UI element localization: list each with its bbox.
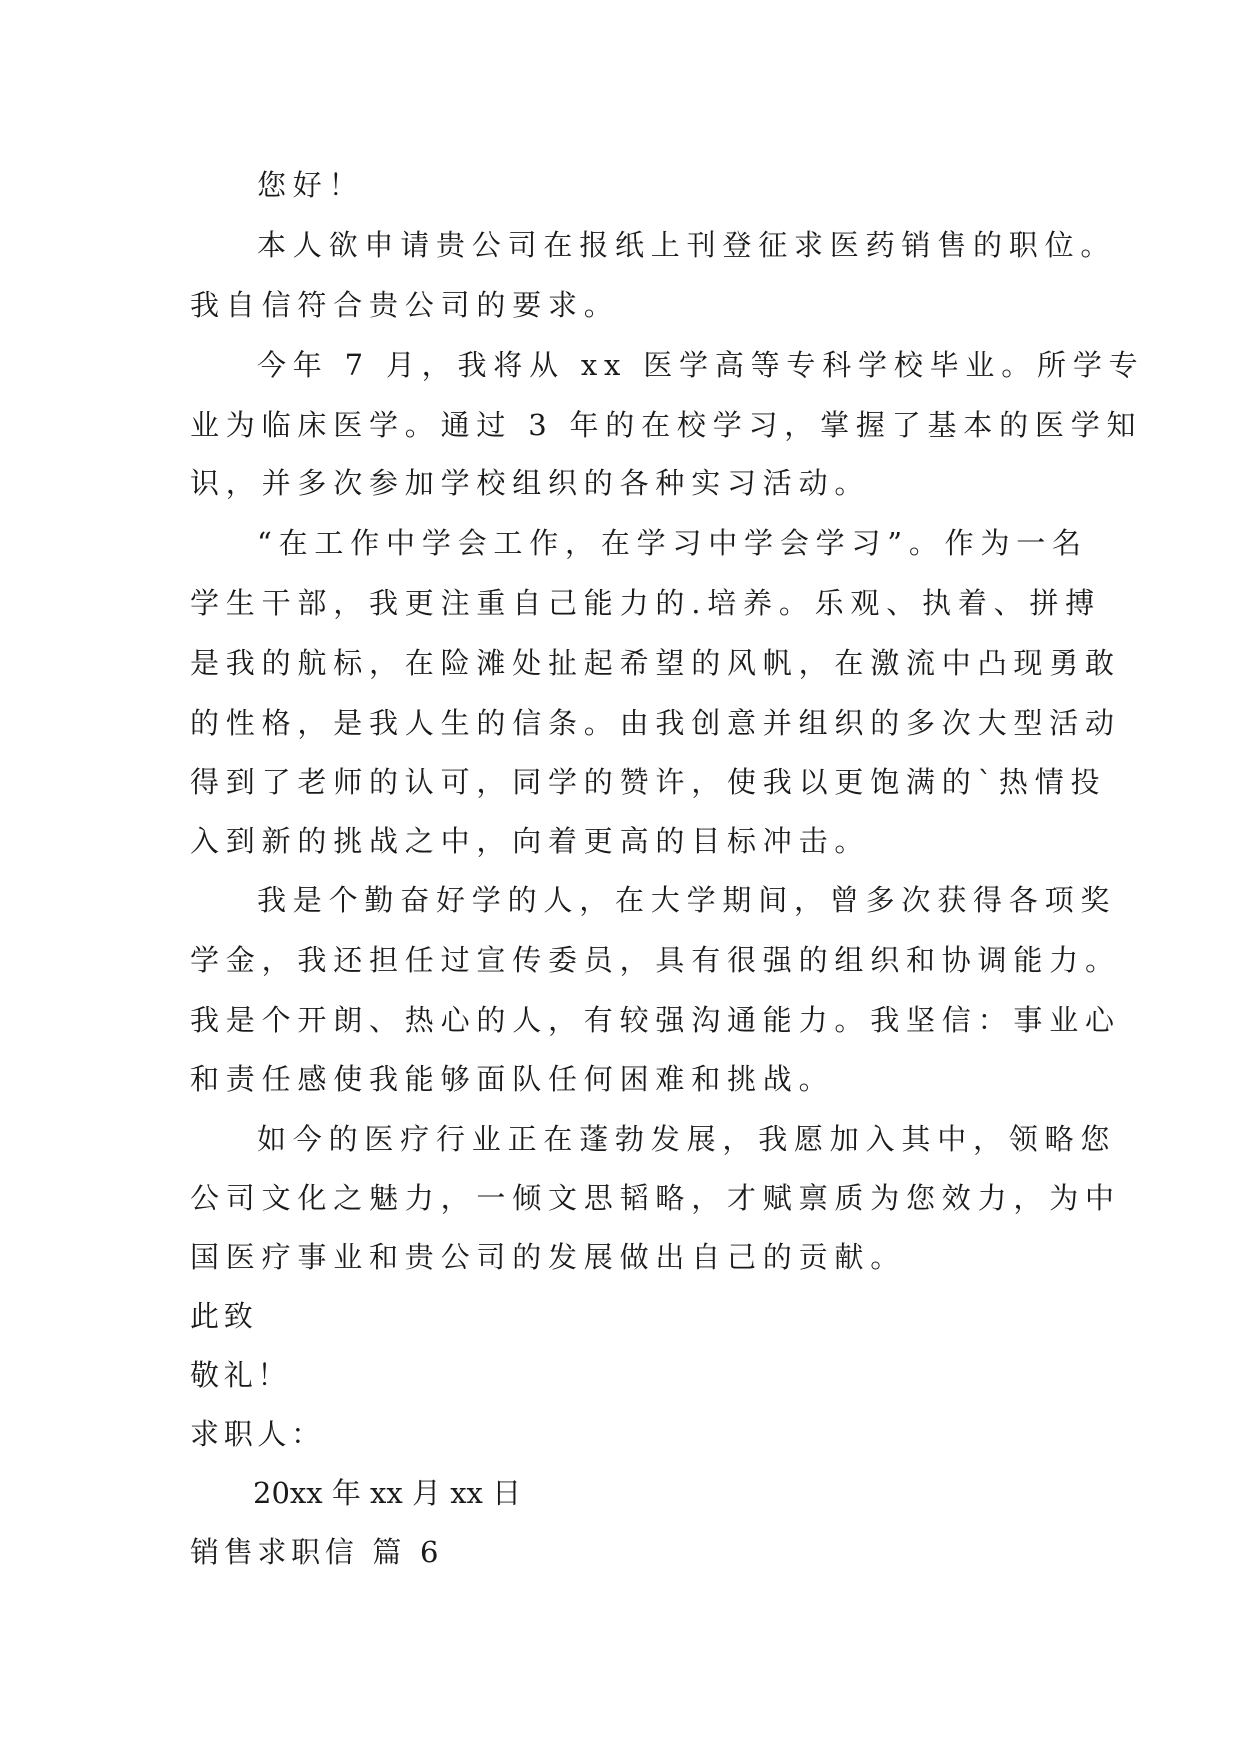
paragraph-3-line-6: 入到新的挑战之中，向着更高的目标冲击。 <box>190 824 871 858</box>
section-heading: 销售求职信 篇 6 <box>190 1535 444 1569</box>
paragraph-2-line-2: 业为临床医学。通过 3 年的在校学习，掌握了基本的医学知 <box>190 408 1143 442</box>
paragraph-3-line-1: “在工作中学会工作，在学习中学会学习”。作为一名 <box>257 526 1088 560</box>
paragraph-5-line-2: 公司文化之魅力，一倾文思韬略，才赋禀质为您效力，为中 <box>190 1181 1121 1215</box>
paragraph-3-line-3: 是我的航标，在险滩处扯起希望的风帆，在激流中凸现勇敢 <box>190 646 1121 680</box>
closing-line-2: 敬礼！ <box>190 1358 292 1392</box>
applicant-label: 求职人： <box>190 1417 325 1451</box>
paragraph-4-line-4: 和责任感使我能够面队任何困难和挑战。 <box>190 1062 835 1096</box>
closing-line-1: 此致 <box>190 1299 258 1333</box>
paragraph-4-line-2: 学金，我还担任过宣传委员，具有很强的组织和协调能力。 <box>190 943 1121 977</box>
paragraph-3-line-4: 的性格，是我人生的信条。由我创意并组织的多次大型活动 <box>190 706 1121 740</box>
paragraph-3-line-5: 得到了老师的认可，同学的赞许，使我以更饱满的`热情投 <box>190 765 1107 799</box>
paragraph-5-line-1: 如今的医疗行业正在蓬勃发展，我愿加入其中，领略您 <box>257 1122 1117 1156</box>
greeting: 您好！ <box>257 168 365 202</box>
date-line: 20xx 年 xx 月 xx 日 <box>253 1476 522 1510</box>
paragraph-3-line-2: 学生干部，我更注重自己能力的.培养。乐观、执着、拼搏 <box>190 586 1102 620</box>
paragraph-5-line-3: 国医疗事业和贵公司的发展做出自己的贡献。 <box>190 1240 907 1274</box>
paragraph-1-line-1: 本人欲申请贵公司在报纸上刊登征求医药销售的职位。 <box>257 228 1117 262</box>
paragraph-2-line-1: 今年 7 月，我将从 xx 医学高等专科学校毕业。所学专 <box>257 348 1145 382</box>
paragraph-2-line-3: 识，并多次参加学校组织的各种实习活动。 <box>190 466 871 500</box>
paragraph-4-line-3: 我是个开朗、热心的人，有较强沟通能力。我坚信：事业心 <box>190 1003 1121 1037</box>
paragraph-4-line-1: 我是个勤奋好学的人，在大学期间，曾多次获得各项奖 <box>257 883 1117 917</box>
paragraph-1-line-2: 我自信符合贵公司的要求。 <box>190 288 620 322</box>
